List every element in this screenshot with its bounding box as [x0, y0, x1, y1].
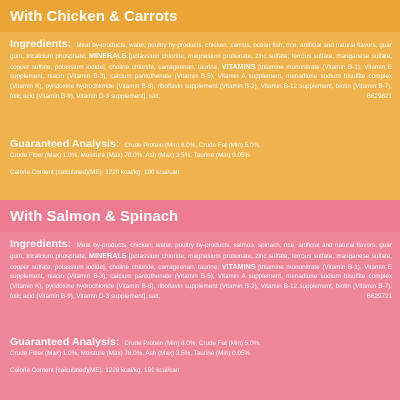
analysis-line-1: Crude Protein (Min) 8.0%, Crude Fat (Min) 5.0%,	[124, 142, 261, 149]
ingredients-text	[10, 40, 392, 102]
panel-title: With Salmon & Spinach	[0, 200, 400, 232]
ingredients-text	[10, 240, 392, 302]
ingredients-list-part1: Meat by-products, chicken, water, poultry by-products, salmon, spinach, rice, artificial and natural flavors, guar gum, tricalcium phosphate,	[10, 242, 392, 260]
vitamins-heading: VITAMINS	[221, 61, 256, 71]
ingredients-list-part2: [potassium chloride, magnesium proteinate, zinc sulfate, ferrous sulfate, manganese sulfate, copper sulfate, potassium iodide], choline chloride, carrageenan, taurine,	[10, 252, 393, 271]
guaranteed-analysis	[10, 139, 392, 161]
product-code: B629821	[366, 92, 392, 100]
analysis-line-2: Crude Fiber (Max) 1.0%, Moisture (Max) 78.0%, Ash (Max) 3.5%, Taurine (Min) 0.05%	[10, 152, 250, 159]
analysis-heading: Guaranteed Analysis:	[10, 138, 120, 150]
analysis-heading: Guaranteed Analysis:	[10, 336, 120, 348]
minerals-heading: MINERALS	[89, 50, 127, 60]
minerals-heading: MINERALS	[89, 250, 127, 260]
panel-title: With Chicken & Carrots	[0, 0, 400, 32]
label-body	[10, 240, 392, 302]
ingredients-list-part3: [thiamine mononitrate (Vitamin B-1), Vitamin E supplement, niacin (Vitamin B-3), calcium pantothenate (Vitamin B-5), Vitamin A supplement, menadione sodium bisulfite complex (Vitamin K), pyridoxine hydrochloride (Vitamin B-6), riboflavin supplement (Vitamin B-2), Vitamin B-12 supplement, biotin (Vitamin B-7), folic acid (Vitamin B-9), Vitamin D-3 supplement], salt.	[10, 63, 393, 100]
calorie-content: Calorie Content (calculated)(ME): 1228 kcal/kg, 191 kcal/can	[10, 367, 180, 374]
vitamins-heading: VITAMINS	[221, 261, 256, 271]
calorie-content-row	[10, 169, 392, 176]
analysis-line-1-row	[10, 337, 392, 349]
analysis-line-1: Crude Protein (Min) 8.0%, Crude Fat (Min) 5.0%,	[124, 340, 261, 347]
guaranteed-analysis	[10, 337, 392, 359]
analysis-line-1-row	[10, 139, 392, 151]
ingredients-list-part3: [thiamine mononitrate (Vitamin B-1), Vitamin E supplement, niacin (Vitamin B-3), calcium pantothenate (Vitamin B-5), Vitamin A supplement, menadione sodium bisulfite complex (Vitamin K), pyridoxine hydrochloride (Vitamin B-6), riboflavin supplement (Vitamin B-2), Vitamin B-12 supplement, biotin (Vitamin B-7), folic acid (Vitamin B-9), Vitamin D-3 supplement], salt.	[10, 263, 393, 300]
calorie-content: Calorie Content (calculated)(ME): 1220 kcal/kg, 190 kcal/can	[10, 169, 180, 176]
calorie-content-row	[10, 367, 392, 374]
ingredients-list-part1: Meat by-products, water, poultry by-products, chicken, carrots, ocean fish, rice, artificial and natural flavors, guar gum, tricalcium phosphate,	[10, 42, 393, 60]
ingredients-heading: Ingredients:	[10, 238, 72, 250]
label-body	[10, 40, 392, 102]
product-code: B629721	[366, 292, 392, 300]
ingredients-heading: Ingredients:	[10, 38, 72, 50]
analysis-line-2: Crude Fiber (Max) 1.0%, Moisture (Max) 78.0%, Ash (Max) 3.5%, Taurine (Min) 0.05%	[10, 350, 250, 357]
ingredients-list-part2: [potassium chloride, magnesium proteinate, zinc sulfate, ferrous sulfate, manganese sulfate, copper sulfate, potassium iodide], choline chloride, carrageenan, taurine,	[10, 52, 393, 71]
salmon-spinach-panel	[0, 200, 400, 400]
